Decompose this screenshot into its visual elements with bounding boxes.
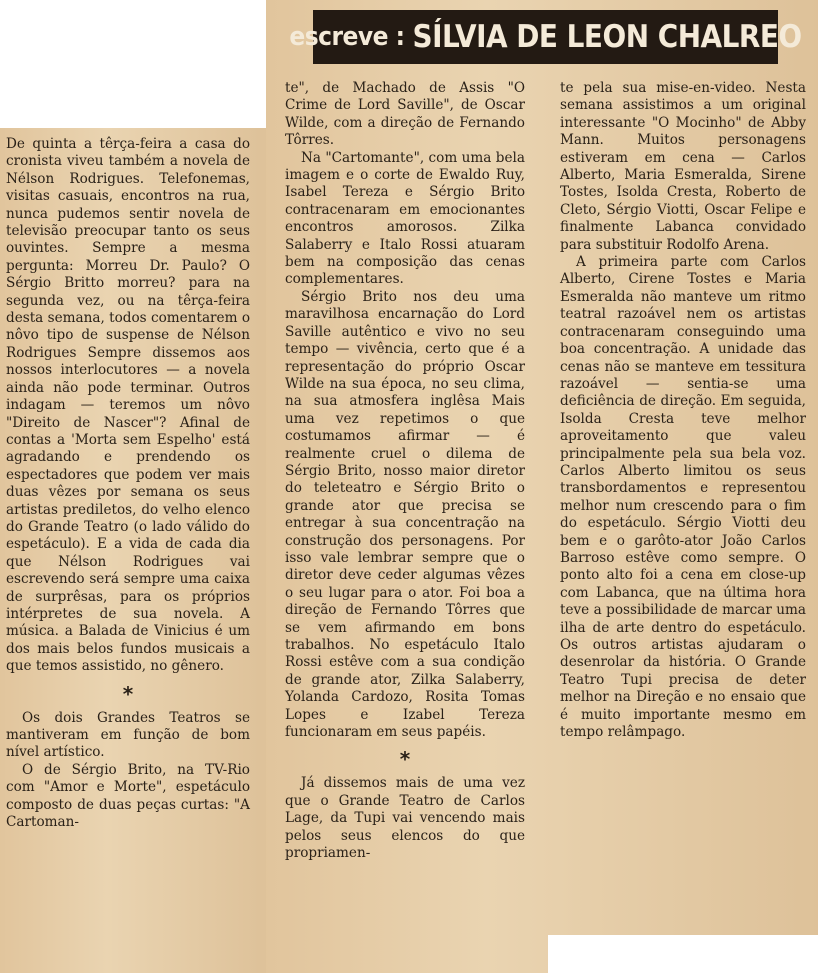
paragraph: Na "Cartomante", com uma bela imagem e o corte de Ewaldo Ruy, Isabel Tereza e Sérgio Brito contracenaram em emocionantes encontros amorosos. Zilka Salaberry e Italo Rossi atuaram bem na composição das cenas complementares.: [285, 149, 525, 288]
paragraph: Já dissemos mais de uma vez que o Grande Teatro de Carlos Lage, da Tupi vai vencendo mais pelos seus elencos do que propriamen-: [285, 775, 525, 862]
article-column-2: [285, 80, 525, 862]
paragraph: Os dois Grandes Teatros se mantiveram em função de bom nível artístico.: [6, 709, 250, 761]
paragraph: De quinta a têrça-feira a casa do cronista viveu também a novela de Nélson Rodrigues. Telefonemas, visitas casuais, encontros na rua, nunca pudemos sentir novela de televisão preocupar tanto os seus ouvintes. Sempre a mesma pergunta: Morreu Dr. Paulo? O Sérgio Britto morreu? para na segunda vez, ou na têrça-feira desta semana, todos comentarem o nôvo tipo de suspense de Nélson Rodrigues Sempre dissemos aos nossos interlocutores — a novela ainda não pode terminar. Outros indagam — teremos um nôvo "Direito de Nascer"? Afinal de contas a 'Morta sem Espelho' está agradando e prendendo os espectadores que podem ver mais duas vêzes por semana os seus artistas prediletos, do velho elenco do Grande Teatro (o lado válido do espetáculo). E a vida de cada dia que Nélson Rodrigues vai escrevendo será sempre uma caixa de surprêsas, para os próprios intérpretes de sua novela. A música. a Balada de Vinicius é um dos mais belos fundos musicais a que temos assistido, no gênero.: [6, 136, 250, 675]
byline-banner: [289, 10, 802, 64]
paragraph: te", de Machado de Assis "O Crime de Lord Saville", de Oscar Wilde, com a direção de Fernando Tôrres.: [285, 80, 525, 149]
paragraph: A primeira parte com Carlos Alberto, Cirene Tostes e Maria Esmeralda não manteve um ritmo teatral razoável nem os artistas contracenaram conseguindo uma boa concentração. A unidade das cenas não se manteve em tessitura razoável — sentia-se uma deficiência de direção. Em seguida, Isolda Cresta teve melhor aproveitamento que valeu principalmente pela sua bela voz. Carlos Alberto limitou os seus transbordamentos e representou melhor num crescendo para o fim do espetáculo. Sérgio Viotti deu bem e o garôto-ator João Carlos Barroso estêve como sempre. O ponto alto foi a cena em close-up com Labanca, que na última hora teve a possibilidade de marcar uma ilha de arte dentro do espetáculo. Os outros artistas ajudaram o desenrolar da história. O Grande Teatro Tupi precisa de deter melhor na Direção e no ensaio que é muito importante mesmo em tempo relâmpago.: [560, 254, 806, 741]
torn-corner: [548, 935, 818, 973]
paragraph: te pela sua mise-en-video. Nesta semana assistimos a um original interessante "O Mocinho" de Abby Mann. Muitos personagens estiveram em cena — Carlos Alberto, Maria Esmeralda, Sirene Tostes, Isolda Cresta, Roberto de Cleto, Sérgio Viotti, Oscar Felipe e finalmente Labanca convidado para substituir Rodolfo Arena.: [560, 80, 806, 253]
section-separator: *: [122, 681, 134, 706]
paragraph: O de Sérgio Brito, na TV-Rio com "Amor e Morte", espetáculo composto de duas peças curtas: "A Cartoman-: [6, 761, 250, 831]
byline-prefix: escreve :: [289, 22, 405, 52]
section-separator: *: [399, 747, 411, 772]
article-column-1: [6, 136, 250, 831]
byline-author: SÍLVIA DE LEON CHALREO: [412, 19, 802, 55]
paragraph: Sérgio Brito nos deu uma maravilhosa encarnação do Lord Saville autêntico e vivo no seu tempo — vivência, certo que é a representação do próprio Oscar Wilde na sua época, no seu clima, na sua atmosfera inglêsa Mais uma vez repetimos o que costumamos afirmar — é realmente cruel o dilema de Sérgio Brito, nosso maior diretor do teleteatro e Sérgio Brito o grande ator que precisa se entregar à sua concentração na construção dos personagens. Por isso vale lembrar sempre que o diretor deve ceder algumas vêzes o seu lugar para o ator. Foi boa a direção de Fernando Tôrres que se vem afirmando em bons trabalhos. No espetáculo Italo Rossi estêve com a sua condição de grande ator, Zilka Salaberry, Yolanda Cardozo, Rosita Tomas Lopes e Izabel Tereza funcionaram em seus papéis.: [285, 288, 525, 741]
article-column-3: [560, 80, 806, 741]
